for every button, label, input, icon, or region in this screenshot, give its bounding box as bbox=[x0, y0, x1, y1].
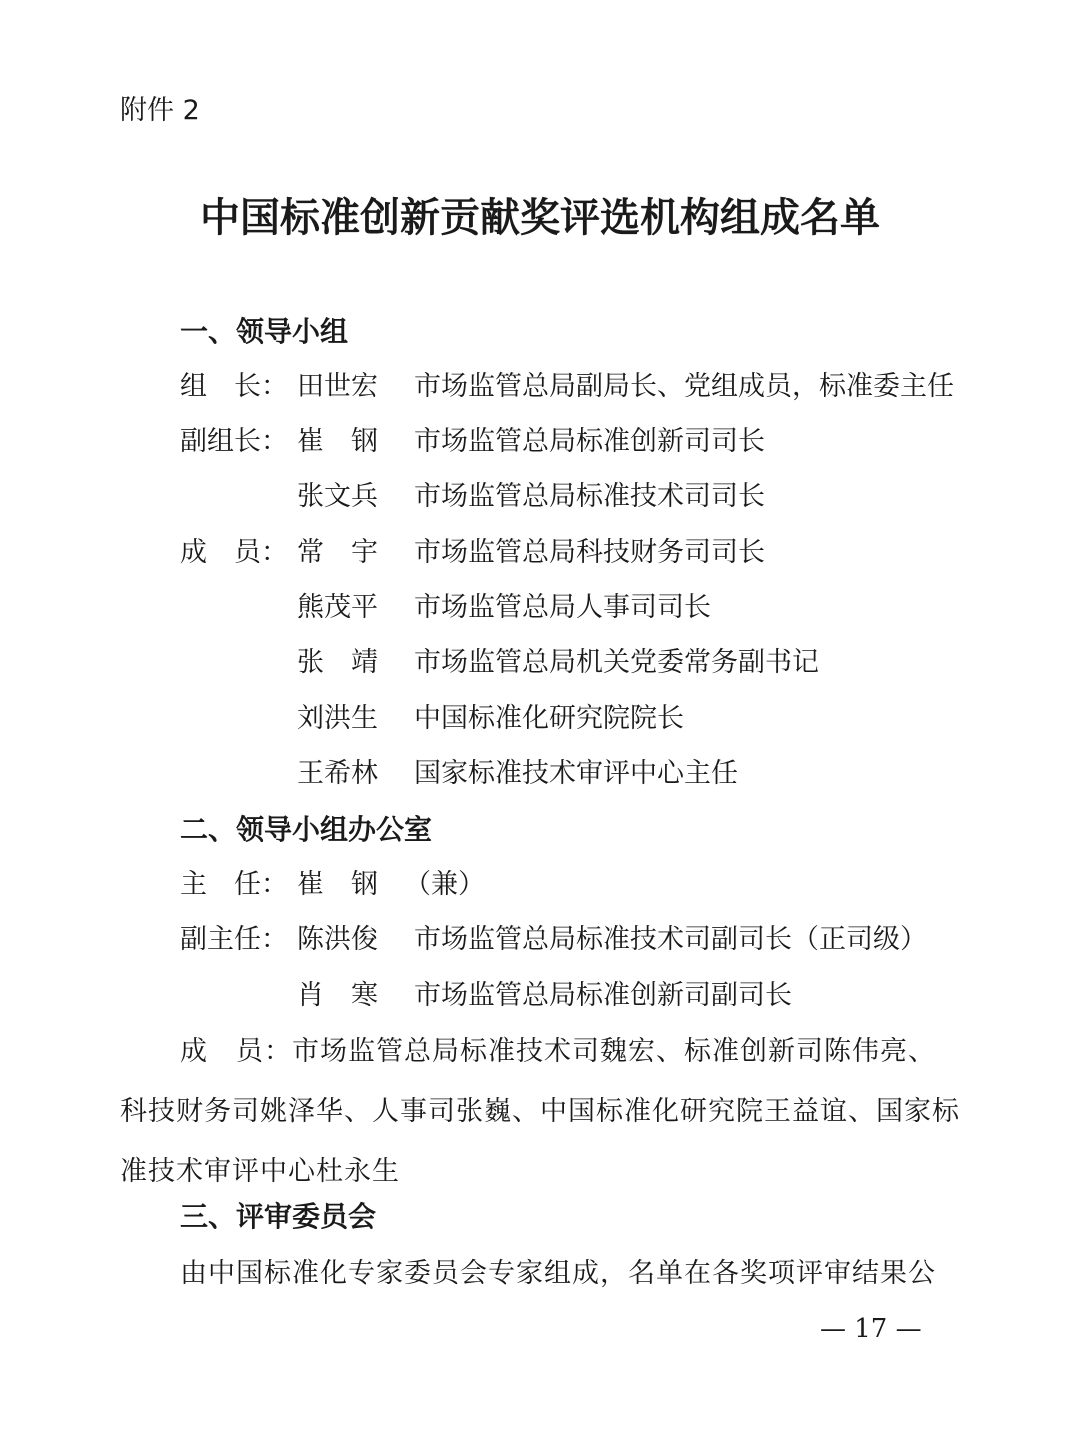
member-position: （兼） bbox=[404, 869, 485, 900]
member-name: 王希林 bbox=[297, 758, 378, 789]
member-row bbox=[0, 367, 1080, 407]
member-position: 市场监管总局标准创新司司长 bbox=[414, 426, 765, 457]
member-name: 张文兵 bbox=[297, 481, 378, 512]
member-position: 市场监管总局标准创新司副司长 bbox=[414, 980, 792, 1011]
role-label: 成 员： bbox=[180, 537, 288, 568]
member-row bbox=[0, 976, 1080, 1016]
member-name: 陈洪俊 bbox=[297, 924, 378, 955]
role-label: 副组长： bbox=[180, 426, 288, 457]
member-name: 张 靖 bbox=[297, 647, 378, 678]
member-position: 市场监管总局科技财务司司长 bbox=[414, 537, 765, 568]
member-position: 中国标准化研究院院长 bbox=[414, 703, 684, 734]
member-name: 田世宏 bbox=[297, 371, 378, 402]
member-position: 市场监管总局副局长、党组成员，标准委主任 bbox=[414, 371, 954, 402]
member-name: 熊茂平 bbox=[297, 592, 378, 623]
member-row bbox=[0, 422, 1080, 462]
member-row bbox=[0, 643, 1080, 683]
member-name: 崔 钢 bbox=[297, 426, 378, 457]
member-position: 国家标准技术审评中心主任 bbox=[414, 758, 738, 789]
role-label: 主 任： bbox=[180, 869, 288, 900]
member-row bbox=[0, 533, 1080, 573]
role-label: 副主任： bbox=[180, 924, 288, 955]
review-committee-text: 由中国标准化专家委员会专家组成，名单在各奖项评审结果公 bbox=[180, 1258, 936, 1289]
member-name: 肖 寒 bbox=[297, 980, 378, 1011]
member-position: 市场监管总局标准技术司司长 bbox=[414, 481, 765, 512]
document-title: 中国标准创新贡献奖评选机构组成名单 bbox=[200, 194, 880, 241]
member-row bbox=[0, 477, 1080, 517]
member-row bbox=[0, 588, 1080, 628]
member-position: 市场监管总局机关党委常务副书记 bbox=[414, 647, 819, 678]
member-name: 常 宇 bbox=[297, 537, 378, 568]
office-members-text: 成 员：市场监管总局标准技术司魏宏、标准创新司陈伟亮、科技财务司姚泽华、人事司张巍、中国标准化研究院王益谊、国家标准技术审评中心杜永生 bbox=[120, 1036, 960, 1187]
member-name: 崔 钢 bbox=[297, 869, 378, 900]
attachment-label: 附件 2 bbox=[120, 95, 200, 126]
section-heading-leadership-group: 一、领导小组 bbox=[180, 315, 349, 348]
member-position: 市场监管总局人事司司长 bbox=[414, 592, 711, 623]
section-heading-review-committee: 三、评审委员会 bbox=[180, 1200, 377, 1233]
member-name: 刘洪生 bbox=[297, 703, 378, 734]
role-label: 组 长： bbox=[180, 371, 288, 402]
member-row bbox=[0, 699, 1080, 739]
page-number: — 17 — bbox=[820, 1314, 922, 1344]
member-row bbox=[0, 754, 1080, 794]
member-row bbox=[0, 865, 1080, 905]
member-position: 市场监管总局标准技术司副司长（正司级） bbox=[414, 924, 927, 955]
office-members-paragraph bbox=[120, 1022, 960, 1202]
section-heading-office: 二、领导小组办公室 bbox=[180, 813, 433, 846]
member-row bbox=[0, 920, 1080, 960]
